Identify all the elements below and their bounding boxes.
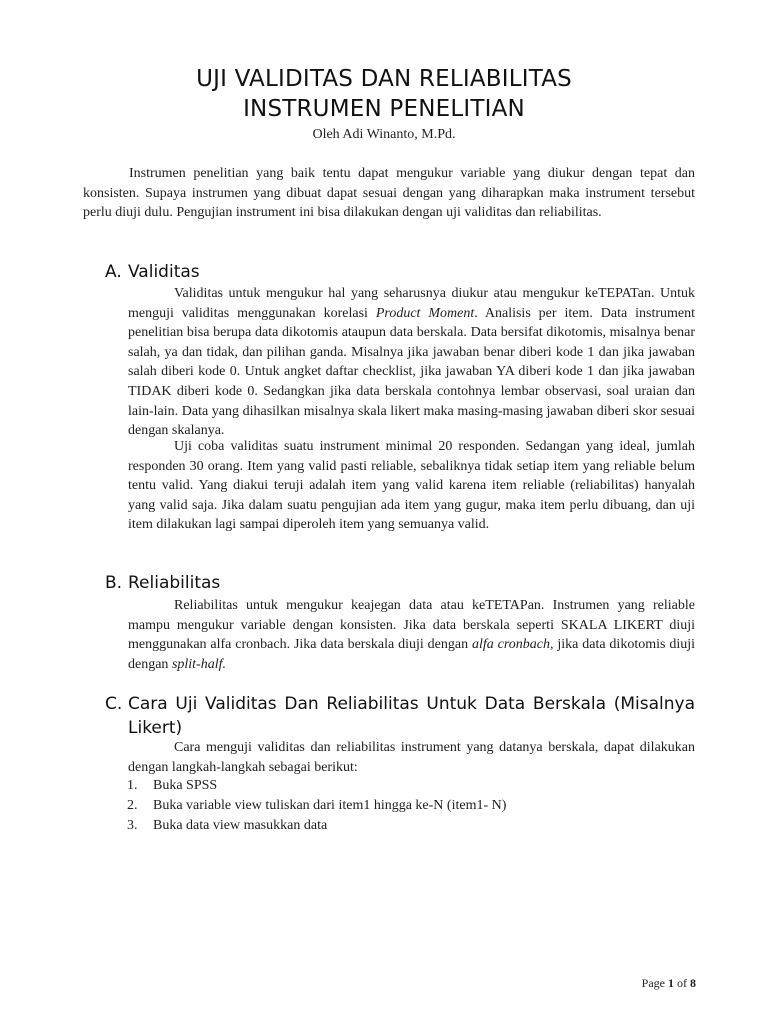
document-title-line-2: INSTRUMEN PENELITIAN [243,96,525,122]
section-b-number: B. [105,573,123,593]
section-a-heading [105,262,695,282]
section-b-title: Reliabilitas [128,573,221,593]
section-c-heading [105,692,695,740]
footer-page-label: Page [641,976,665,990]
page-footer [642,976,696,991]
list-item [127,816,506,836]
list-item-text: Buka SPSS [153,778,218,793]
list-item-number: 2. [127,798,138,813]
footer-total-pages: 8 [690,976,696,990]
section-a-title: Validitas [128,262,200,282]
section-a-paragraph-2: Uji coba validitas suatu instrument minimal 20 responden. Sedangan yang ideal, jumlah responden 30 orang. Item yang valid pasti reliable, sebaliknya tidak setiap item yang reliable belum tentu valid. Yang diakui teruji adalah item yang valid karena item reliable (reliabilitas) hanyalah yang valid saja. Jika dalam suatu pengujian ada item yang gugur, maka item perlu dibuang, dan uji item dilakukan lagi sampai diperoleh item yang semuanya valid. [128,439,695,533]
section-b-p1-text-mid: , jika data dikotomis diuji dengan [128,637,695,672]
steps-list [127,776,506,836]
section-c-paragraph-1: Cara menguji validitas dan reliabilitas instrument yang datanya berskala, dapat dilakukan dengan langkah-langkah sebagai berikut: [128,740,695,775]
intro-paragraph: Instrumen penelitian yang baik tentu dapat mengukur variable yang diukur dengan tepat dan konsisten. Supaya instrumen yang dibuat dapat sesuai dengan yang diharapkan maka instrument tersebut perlu diuji dulu. Pengujian instrument ini bisa dilakukan dengan uji validitas dan reliabilitas. [83,166,695,221]
list-item-text: Buka data view masukkan data [153,818,328,833]
section-c-number: C. [105,694,123,714]
section-b-heading [105,573,695,593]
section-c-title: Cara Uji Validitas Dan Reliabilitas Untuk Data Berskala (Misalnya Likert) [128,694,695,738]
section-b-p1-text: Reliabilitas untuk mengukur keajegan data atau keTETAPan. Instrumen yang reliable mampu mengukur variable dengan konsisten. Jika data berskala seperti SKALA LIKERT diuji menggunakan alfa cronbach. Jika data berskala diuji dengan [128,598,695,653]
section-a-p1-text-cont: . Analisis per item. Data instrument penelitian bisa berupa data dikotomis ataupun data berskala. Data bersifat dikotomis, misalnya benar salah, ya dan tidak, dan pilihan ganda. Misalnya jika jawaban benar diberi kode 1 dan jika jawaban salah diberi kode 0. Untuk angket daftar checklist, jika jawaban YA diberi kode 1 dan jika jawaban TIDAK diberi kode 0. Sedangkan jika data berskala contohnya lembar observasi, soal uraian dan lain-lain. Data yang dihasilkan misalnya skala likert maka masing-masing jawaban diberi skor sesuai dengan skalanya. [128,305,696,439]
section-a-number: A. [105,262,122,282]
section-b-p1-italic-2: split-half. [171,656,226,672]
list-item-number: 3. [127,818,138,833]
list-item [127,796,506,816]
section-a-p1-italic: Product Moment [375,305,475,321]
section-b-p1-italic-1: alfa cronbach [471,637,550,653]
list-item-text: Buka variable view tuliskan dari item1 hingga ke-N (item1- N) [153,798,507,813]
section-a-p1-text: Validitas untuk mengukur hal yang seharusnya diukur atau mengukur keTEPATan. Untuk menguji validitas menggunakan korelasi [128,286,695,321]
footer-of-label: of [677,976,687,990]
author-line: Oleh Adi Winanto, M.Pd. [312,127,456,142]
footer-current-page: 1 [668,976,674,990]
section-b-paragraph-1 [128,596,695,674]
list-item-number: 1. [127,778,138,793]
list-item [127,776,506,796]
document-title-line-1: UJI VALIDITAS DAN RELIABILITAS [196,66,572,92]
section-a-paragraph-1 [128,284,695,441]
